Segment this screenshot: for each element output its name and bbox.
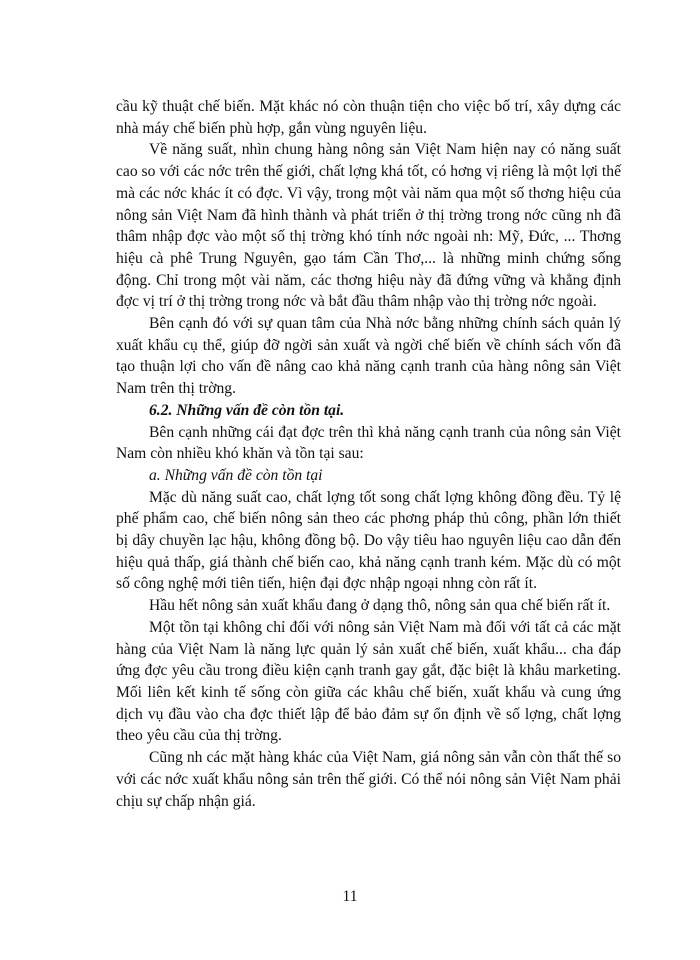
paragraph-raw-exports: Hầu hết nông sản xuất khẩu đang ở dạng thô, nông sản qua chế biến rất ít. (149, 597, 611, 615)
page-number: 11 (342, 888, 358, 905)
paragraph-continuation: cầu kỹ thuật chế biến. Mặt khác nó còn thuận tiện cho việc bố trí, xây dựng các nhà máy chế biến phù hợp, gắn vùng nguyên liệu. (116, 98, 621, 137)
paragraph-state-support: Bên cạnh đó với sự quan tâm của Nhà nớc bằng những chính sách quản lý xuất khẩu cụ thể, giúp đỡ ngời sản xuất và ngời chế biến về chính sách vốn đã tạo thuận lợi cho vấn đề nâng cao khả năng cạnh tranh của hàng nông sản Việt Nam trên thị trờng. (116, 315, 621, 398)
paragraph-intro-issues: Bên cạnh những cái đạt đợc trên thì khả năng cạnh tranh của nông sản Việt Nam còn nhiều khó khăn và tồn tại sau: (116, 423, 621, 463)
section-heading: 6.2. Những vấn đề còn tồn tại. (149, 401, 345, 419)
paragraph-quality: Mặc dù năng suất cao, chất lợng tốt song chất lợng không đồng đều. Tỷ lệ phế phẩm cao, chế biến nông sản theo các phơng pháp thủ công, phần lớn thiết bị dây chuyền lạc hậu, không đồng bộ. Do vậy tiêu hao nguyên liệu cao dẫn đến hiệu quả thấp, giá thành chế biến cao, khả năng cạnh tranh kém. Mặc dù có một số công nghệ mới tiên tiến, hiện đại đợc nhập ngoại nhng còn rất ít. (116, 488, 621, 593)
paragraph-price: Cũng nh các mặt hàng khác của Việt Nam, giá nông sản vẫn còn thất thế so với các nớc xuất khẩu nông sản trên thế giới. Có thể nói nông sản Việt Nam phải chịu sự chấp nhận giá. (116, 749, 621, 810)
subsection-heading: a. Những vấn đề còn tồn tại (149, 466, 323, 484)
paragraph-productivity: Về năng suất, nhìn chung hàng nông sản Việt Nam hiện nay có năng suất cao so với các nớc trên thế giới, chất lợng khá tốt, có hơng vị riêng là một lợi thế mà các nớc khác ít có đợc. Vì vậy, trong một vài năm qua một số thơng hiệu của nông sản Việt Nam đã hình thành và phát triển ở thị trờng trong nớc cũng nh đã thâm nhập đợc vào một số thị trờng khó tính nớc ngoài nh: Mỹ, Đức, ... Thơng hiệu cà phê Trung Nguyên, gạo tám Cần Thơ,... là những minh chứng sống động. Chỉ trong một vài năm, các thơng hiệu này đã đứng vững và khẳng định đợc vị trí ở thị trờng trong nớc và bắt đầu thâm nhập vào thị trờng nớc ngoài. (116, 141, 621, 311)
paragraph-management: Một tồn tại không chỉ đối với nông sản Việt Nam mà đối với tất cả các mặt hàng của Việt Nam là năng lực quản lý sản xuất chế biến, xuất khẩu... cha đáp ứng đợc yêu cầu trong điều kiện cạnh tranh gay gắt, đặc biệt là khâu marketing. Mối liên kết kinh tế sống còn giữa các khâu chế biến, xuất khẩu và cung ứng dịch vụ đầu vào cha đợc thiết lập để bảo đảm sự ổn định về số lợng, chất lợng theo yêu cầu của thị trờng. (116, 618, 621, 745)
document-body (116, 96, 621, 812)
